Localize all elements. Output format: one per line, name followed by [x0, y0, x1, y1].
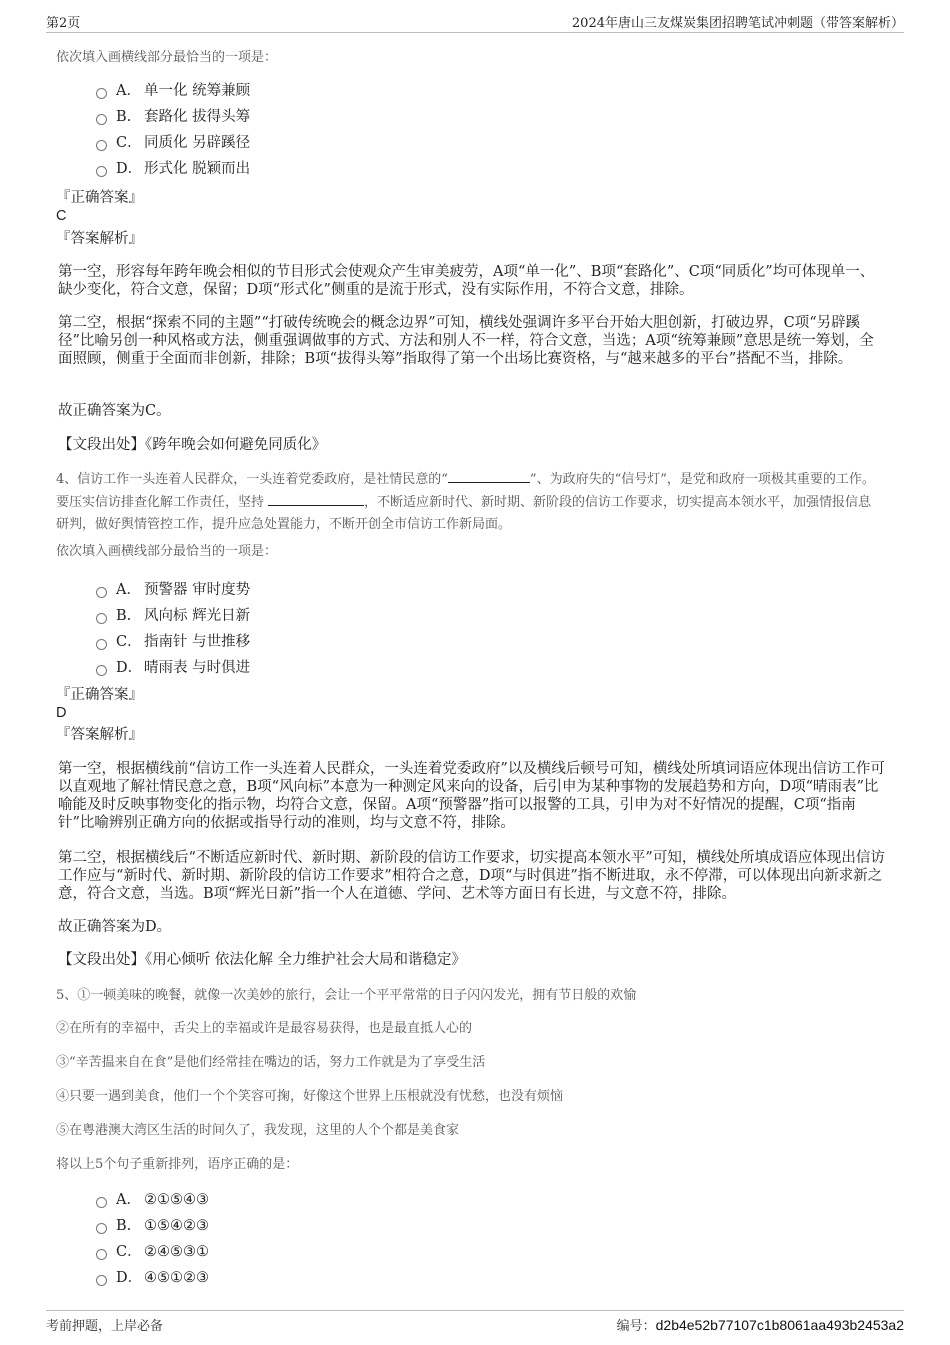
- q5-options: [96, 1187, 209, 1291]
- radio-icon[interactable]: [96, 639, 107, 650]
- q3-answer: C: [56, 208, 67, 224]
- radio-icon[interactable]: [96, 114, 107, 125]
- document-title: 2024年唐山三友煤炭集团招聘笔试冲刺题（带答案解析）: [571, 16, 904, 31]
- radio-icon[interactable]: [96, 140, 107, 151]
- page-header: [46, 8, 904, 33]
- q4-options: [96, 577, 250, 681]
- page-number: 第2页: [46, 16, 81, 31]
- q4-blank-1: [448, 468, 530, 483]
- q3-option-a[interactable]: A． 单一化 统筹兼顾: [96, 78, 250, 104]
- q3-option-b[interactable]: B. 套路化 拔得头筹: [96, 104, 250, 130]
- radio-icon[interactable]: [96, 1223, 107, 1234]
- radio-icon[interactable]: [96, 1275, 107, 1286]
- q4-conclusion: 故正确答案为D。: [58, 919, 172, 935]
- q4-blank-2: [268, 491, 364, 506]
- radio-icon[interactable]: [96, 88, 107, 99]
- q4-stem: 4、信访工作一头连着人民群众，一头连着党委政府，是社情民意的“ ”、为政府失的“信号灯”，是党和政府一项极其重要的工作。 要压实信访排查化解工作责任，坚持 ，不断适应新时代、新时期、新阶段的信访工作要求，切实提高本领水平，加强情报信息 研判，做好舆情管控工作，提升应急处置能力，不断开创全市信访工作新局面。: [56, 468, 906, 536]
- q4-answer-label: 『正确答案』: [56, 687, 143, 703]
- q5-option-a[interactable]: A． ②①⑤④③: [96, 1187, 209, 1213]
- q4-option-a[interactable]: A． 预警器 审时度势: [96, 577, 250, 603]
- q5-sentence-1: 5、①一顿美味的晚餐，就像一次美妙的旅行，会让一个平平常常的日子闪闪发光，拥有节日般的欢愉: [56, 988, 637, 1003]
- q3-prompt: 依次填入画横线部分最恰当的一项是：: [56, 50, 278, 65]
- q4-option-c[interactable]: C． 指南针 与世推移: [96, 629, 250, 655]
- radio-icon[interactable]: [96, 613, 107, 624]
- q5-sentence-3: ③“辛苦揾来自在食”是他们经常挂在嘴边的话，努力工作就是为了享受生活: [56, 1055, 486, 1070]
- q5-sentence-2: ②在所有的幸福中，舌尖上的幸福或许是最容易获得，也是最直抵人心的: [56, 1021, 473, 1036]
- q4-answer: D: [56, 705, 67, 721]
- document-code: 编号：d2b4e52b77107c1b8061aa493b2453a2: [616, 1317, 904, 1334]
- q5-option-b[interactable]: B. ①⑤④②③: [96, 1213, 209, 1239]
- radio-icon[interactable]: [96, 1197, 107, 1208]
- q5-sentence-5: ⑤在粤港澳大湾区生活的时间久了，我发现，这里的人个个都是美食家: [56, 1123, 460, 1138]
- q5-option-c[interactable]: C． ②④⑤③①: [96, 1239, 209, 1265]
- radio-icon[interactable]: [96, 166, 107, 177]
- q4-analysis-label: 『答案解析』: [56, 727, 143, 743]
- q3-answer-label: 『正确答案』: [56, 190, 143, 206]
- q4-analysis-1: 第一空，根据横线前“信访工作一头连着人民群众，一头连着党委政府”以及横线后顿号可知，横线处所填词语应体现出信访工作可以直观地了解社情民意之意，B项“风向标”本意为一种测定风来向的设备，后引申为某种事物的发展趋势和方向，D项“晴雨表”比喻能及时反映事物变化的指示物，均符合文意，保留。A项“预警器”指可以报警的工具，引申为对不好情况的提醒，C项“指南针”比喻辨别正确方向的依据或指导行动的准则，均与文意不符，排除。: [58, 761, 885, 831]
- q3-analysis-1: 第一空，形容每年跨年晚会相似的节目形式会使观众产生审美疲劳，A项“单一化”、B项“套路化”、C项“同质化”均可体现单一、缺少变化，符合文意，保留；D项“形式化”侧重的是流于形式，没有实际作用，不符合文意，排除。: [58, 264, 875, 298]
- q3-conclusion: 故正确答案为C。: [58, 403, 171, 419]
- q3-options: [96, 78, 250, 182]
- q3-source: 【文段出处】《跨年晚会如何避免同质化》: [58, 437, 327, 453]
- q3-analysis-label: 『答案解析』: [56, 231, 143, 247]
- footer-slogan: 考前押题，上岸必备: [46, 1319, 164, 1334]
- q3-analysis-2: 第二空，根据“探索不同的主题”“打破传统晚会的概念边界”可知，横线处强调许多平台开始大胆创新，打破边界，C项“另辟蹊径”比喻另创一种风格或方法，侧重强调做事的方式、方法和别人不一样，符合文意，当选；A项“统筹兼顾”意思是统一筹划，全面照顾，侧重于全面而非创新，排除；B项“拔得头筹”指取得了第一个出场比赛资格，与“越来越多的平台”搭配不当，排除。: [58, 315, 874, 367]
- q3-option-c[interactable]: C． 同质化 另辟蹊径: [96, 130, 250, 156]
- radio-icon[interactable]: [96, 1249, 107, 1260]
- q4-prompt: 依次填入画横线部分最恰当的一项是：: [56, 544, 278, 559]
- q5-sentence-4: ④只要一遇到美食，他们一个个笑容可掬，好像这个世界上压根就没有忧愁，也没有烦恼: [56, 1089, 564, 1104]
- radio-icon[interactable]: [96, 665, 107, 676]
- q4-option-d[interactable]: D． 晴雨表 与时俱进: [96, 655, 250, 681]
- q4-option-b[interactable]: B. 风向标 辉光日新: [96, 603, 250, 629]
- q4-source: 【文段出处】《用心倾听 依法化解 全力维护社会大局和谐稳定》: [58, 952, 466, 968]
- page-footer: [46, 1310, 904, 1341]
- radio-icon[interactable]: [96, 587, 107, 598]
- q4-analysis-2: 第二空，根据横线后“不断适应新时代、新时期、新阶段的信访工作要求，切实提高本领水平”可知，横线处所填成语应体现出信访工作应与“新时代、新时期、新阶段的信访工作要求”相符合之意，D项“与时俱进”指不断进取，永不停滞，可以体现出向新求新之意，符合文意，当选。B项“辉光日新”指一个人在道德、学问、艺术等方面日有长进，与文意不符，排除。: [58, 850, 885, 902]
- q5-prompt: 将以上5个句子重新排列，语序正确的是：: [56, 1157, 299, 1172]
- q5-option-d[interactable]: D． ④⑤①②③: [96, 1265, 209, 1291]
- q3-option-d[interactable]: D． 形式化 脱颖而出: [96, 156, 250, 182]
